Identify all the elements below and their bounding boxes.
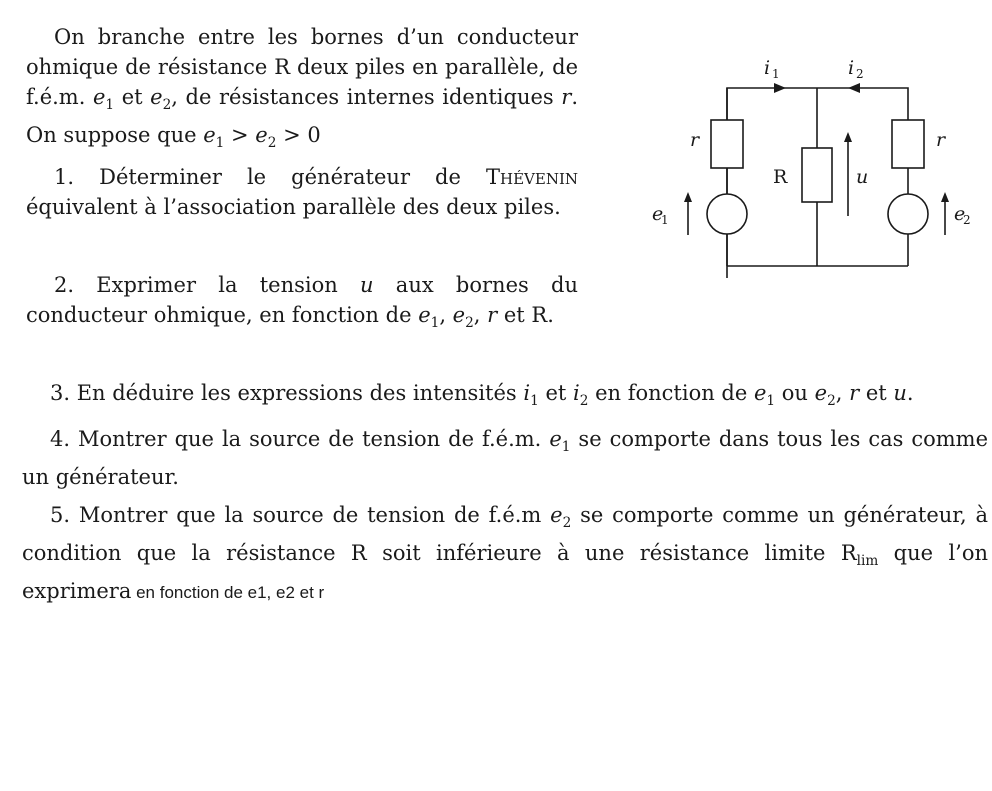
question-2 [26, 270, 578, 338]
i1-label: i [764, 57, 771, 79]
intro-text-1: On branche entre les bornes d’un conducteur ohmique de résistance R deux piles en parallèle, de f.é.m. [26, 25, 578, 109]
question-1 [26, 162, 578, 222]
q3-i1: i [523, 381, 531, 405]
i1-label-sub: 1 [772, 67, 780, 81]
q2-e2: e [452, 303, 466, 327]
q5-text-2: se comporte comme un générateur, à condition que la résistance R soit inférieure à une résistance limite R [22, 503, 988, 566]
q3-text-6: . [906, 381, 914, 405]
q2-text-2: aux bornes du conducteur ohmique, en fonction de [26, 273, 578, 327]
q4-e1: e [549, 427, 562, 451]
q5-e2-sub: 2 [562, 515, 572, 532]
q3-i1-sub: 1 [530, 393, 539, 410]
middle-R-label: R [773, 166, 788, 188]
q3-e2-sub: 2 [827, 393, 836, 410]
q2-e1: e [418, 303, 431, 327]
e2-label-sub: 2 [963, 213, 971, 227]
q3-comma: , [835, 381, 850, 405]
right-source [888, 194, 928, 234]
circuit-diagram [630, 40, 975, 280]
intro-text-3: , de résistances internes identiques [171, 85, 562, 109]
q2-comma-1: , [439, 303, 453, 327]
q3-i2: i [573, 381, 580, 405]
q2-u: u [360, 273, 374, 297]
left-source [707, 194, 747, 234]
e2-arrow-head [941, 192, 949, 202]
q2-e2-sub: 2 [465, 315, 474, 332]
intro-e2-sub: 2 [162, 97, 172, 114]
e1-label-sub: 1 [661, 213, 669, 227]
q1-text-1: 1. Déterminer le générateur de [54, 165, 486, 189]
q4-e1-sub: 1 [561, 439, 571, 456]
intro-e1: e [92, 85, 106, 109]
i1-arrow-head [774, 83, 786, 93]
q5-rlim-sub: lim [856, 553, 879, 570]
q3-text-4: ou [775, 381, 815, 405]
q2-comma-2: , [473, 303, 488, 327]
e1-label: e [652, 203, 664, 225]
question-3 [22, 378, 988, 416]
intro-cond-e1: e [203, 123, 216, 148]
q3-e1: e [753, 381, 767, 405]
intro-e1-sub: 1 [105, 97, 115, 114]
q3-r: r [849, 381, 860, 405]
q3-e1-sub: 1 [766, 393, 776, 410]
q2-text-3: et R. [497, 303, 554, 327]
q5-added-text: en fonction de e1, e2 et r [131, 583, 325, 603]
intro-paragraph [26, 22, 578, 158]
intro-r: r [561, 85, 572, 109]
e2-label: e [954, 203, 966, 225]
q5-text-1: 5. Montrer que la source de tension de f.é.m [50, 503, 551, 527]
intro-cond-e1-sub: 1 [215, 135, 225, 152]
intro-cond-gt2: > 0 [276, 123, 321, 148]
q2-text-1: 2. Exprimer la tension [54, 273, 361, 297]
u-arrow-head [844, 132, 852, 142]
left-resistor [711, 120, 743, 168]
intro-text-4: . On suppose que [26, 85, 578, 148]
q1-text-2: équivalent à l’association parallèle des deux piles. [26, 195, 561, 219]
q4-text-1: 4. Montrer que la source de tension de f.é.m. [50, 427, 550, 451]
q2-e1-sub: 1 [430, 315, 440, 332]
i2-arrow-head [848, 83, 860, 93]
i2-label: i [848, 57, 855, 79]
q4-text-2: se comporte dans tous les cas comme un générateur. [22, 427, 989, 490]
i2-label-sub: 2 [856, 67, 864, 81]
e1-arrow-head [684, 192, 692, 202]
q3-e2: e [814, 381, 828, 405]
middle-resistor [802, 148, 832, 202]
q5-e2: e [550, 503, 563, 527]
q3-text-1: 3. En déduire les expressions des intensités [50, 381, 524, 405]
q2-r: r [487, 303, 498, 327]
intro-text-2: et [114, 85, 151, 109]
question-4 [22, 424, 988, 492]
q3-u: u [893, 381, 907, 405]
intro-cond-gt1: > [224, 123, 256, 148]
q3-text-3: en fonction de [588, 381, 754, 405]
intro-e2: e [150, 85, 163, 109]
left-r-label: r [690, 129, 700, 151]
q5-text-3: que l’on exprimera [22, 541, 989, 604]
q1-thevenin: Thévenin [486, 165, 578, 189]
right-resistor [892, 120, 924, 168]
u-label: u [856, 166, 869, 188]
intro-cond-e2-sub: 2 [267, 135, 277, 152]
q3-text-5: et [859, 381, 894, 405]
question-5 [22, 500, 988, 608]
q3-i2-sub: 2 [579, 393, 589, 410]
q3-text-2: et [538, 381, 573, 405]
right-r-label: r [936, 129, 946, 151]
intro-cond-e2: e [255, 123, 268, 148]
